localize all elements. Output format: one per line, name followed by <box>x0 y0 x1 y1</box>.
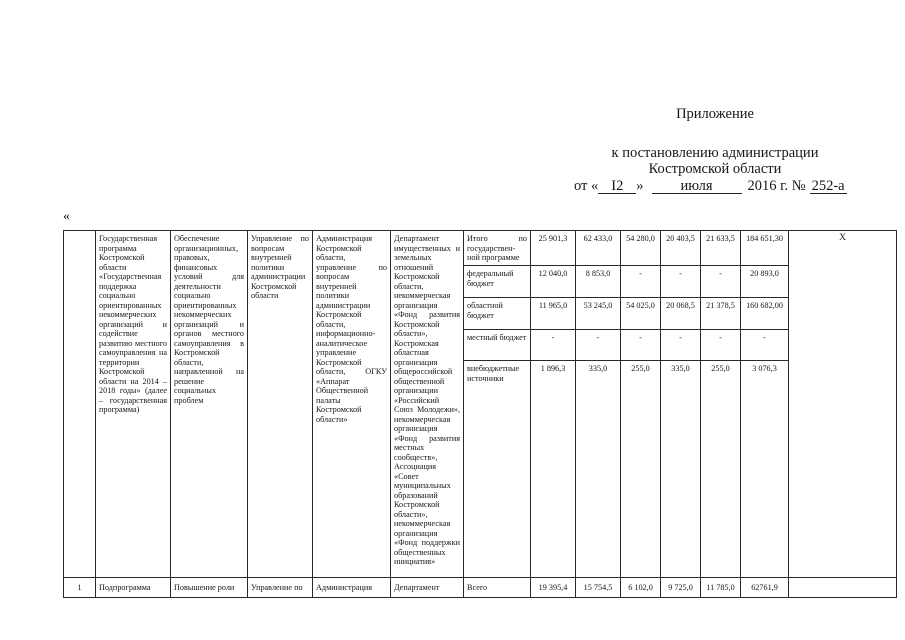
funding-source-regional: областной бюджет <box>464 298 531 330</box>
subprogram-value: 6 102,0 <box>621 578 661 598</box>
subprogram-total: 62761,9 <box>741 578 789 598</box>
funding-total: - <box>741 330 789 361</box>
funding-value: 11 965,0 <box>531 298 576 330</box>
date-prefix: от « <box>574 178 599 194</box>
funding-value: - <box>621 266 661 298</box>
funding-value: 62 433,0 <box>576 231 621 266</box>
date-close-quote: » <box>636 178 644 194</box>
subprogram-row <box>64 578 897 598</box>
subprogram-name: Подпрограмма <box>96 578 171 598</box>
funding-value: 8 853,0 <box>576 266 621 298</box>
subprogram-source: Всего <box>464 578 531 598</box>
funding-value: 335,0 <box>576 361 621 578</box>
funding-source-federal: федеральный бюджет <box>464 266 531 298</box>
program-participants: Департамент имущественных и земельных отношений Костромской области, некоммерческая организация «Фонд развития Костромской области», Костромская областная организация общероссийской общественной организации «Российский Союз Молодежи», некоммерческая организация «Фонд развития местных сообществ», Ассоциация «Совет муниципальных образований Костромской области», некоммерческая организация «Фонд поддержки общественных инициатив» <box>391 231 464 578</box>
funding-value: - <box>661 330 701 361</box>
order-number: 252-а <box>811 178 845 194</box>
funding-value: 255,0 <box>701 361 741 578</box>
order-month: июля <box>652 179 742 194</box>
region-line: Костромской области <box>648 161 782 177</box>
order-year: 2016 г. № <box>747 178 806 194</box>
funding-value: 20 068,5 <box>661 298 701 330</box>
funding-value: - <box>701 266 741 298</box>
funding-value: - <box>701 330 741 361</box>
funding-total: 20 893,0 <box>741 266 789 298</box>
subprogram-value: 15 754,5 <box>576 578 621 598</box>
funding-value: - <box>621 330 661 361</box>
subprogram-number: 1 <box>64 578 96 598</box>
order-date-line <box>574 178 847 194</box>
program-number-cell <box>64 231 96 578</box>
funding-source-extrabudgetary: внебюджетные источники <box>464 361 531 578</box>
subprogram-mark-cell <box>789 578 897 598</box>
appendix-title: Приложение <box>676 106 754 122</box>
funding-value: - <box>661 266 701 298</box>
funding-value: 21 378,5 <box>701 298 741 330</box>
funding-value: 20 403,5 <box>661 231 701 266</box>
funding-total: 184 651,30 <box>741 231 789 266</box>
funding-value: 12 040,0 <box>531 266 576 298</box>
program-name: Государственная программа Костромской области «Государственная поддержка социально ориентированных некоммерческих организаций и содействие развитию местного самоуправления на территории Костромской области на 2014 – 2018 годы» (далее – государственная программа) <box>96 231 171 578</box>
funding-value: - <box>531 330 576 361</box>
program-row <box>64 231 897 266</box>
funding-value: 21 633,5 <box>701 231 741 266</box>
subprogram-value: 9 725,0 <box>661 578 701 598</box>
program-table <box>63 230 897 598</box>
subprogram-value: 19 395,4 <box>531 578 576 598</box>
funding-source-total: Итого по государствен-ной программе <box>464 231 531 266</box>
subprogram-participants: Департамент <box>391 578 464 598</box>
subprogram-goal: Повышение роли <box>171 578 248 598</box>
subprogram-responsible: Управление по <box>248 578 313 598</box>
funding-value: 335,0 <box>661 361 701 578</box>
funding-total: 160 682,00 <box>741 298 789 330</box>
program-co-executors: Администрация Костромской области, управление по вопросам внутренней политики администрации Костромской области, информационно-аналитическое управление Костромской области, ОГКУ «Аппарат Общественной палаты Костромской области» <box>313 231 391 578</box>
program-goal: Обеспечение организационных, правовых, финансовых условий для деятельности социально ориентированных некоммерческих организаций и органов местного самоуправления в Костромской области, направленной на решение социальных проблем <box>171 231 248 578</box>
funding-value: 54 025,0 <box>621 298 661 330</box>
funding-value: 25 901,3 <box>531 231 576 266</box>
resolution-line: к постановлению администрации <box>611 145 819 161</box>
funding-total: 3 076,3 <box>741 361 789 578</box>
program-responsible: Управление по вопросам внутренней политики администрации Костромской области <box>248 231 313 578</box>
funding-value: - <box>576 330 621 361</box>
funding-value: 1 896,3 <box>531 361 576 578</box>
program-mark: X <box>789 231 897 578</box>
opening-quote: « <box>63 209 70 224</box>
subprogram-value: 11 785,0 <box>701 578 741 598</box>
funding-value: 54 280,0 <box>621 231 661 266</box>
funding-value: 53 245,0 <box>576 298 621 330</box>
funding-value: 255,0 <box>621 361 661 578</box>
subprogram-co-executors: Администрация <box>313 578 391 598</box>
order-day: I2 <box>598 179 636 194</box>
funding-source-local: местный бюджет <box>464 330 531 361</box>
